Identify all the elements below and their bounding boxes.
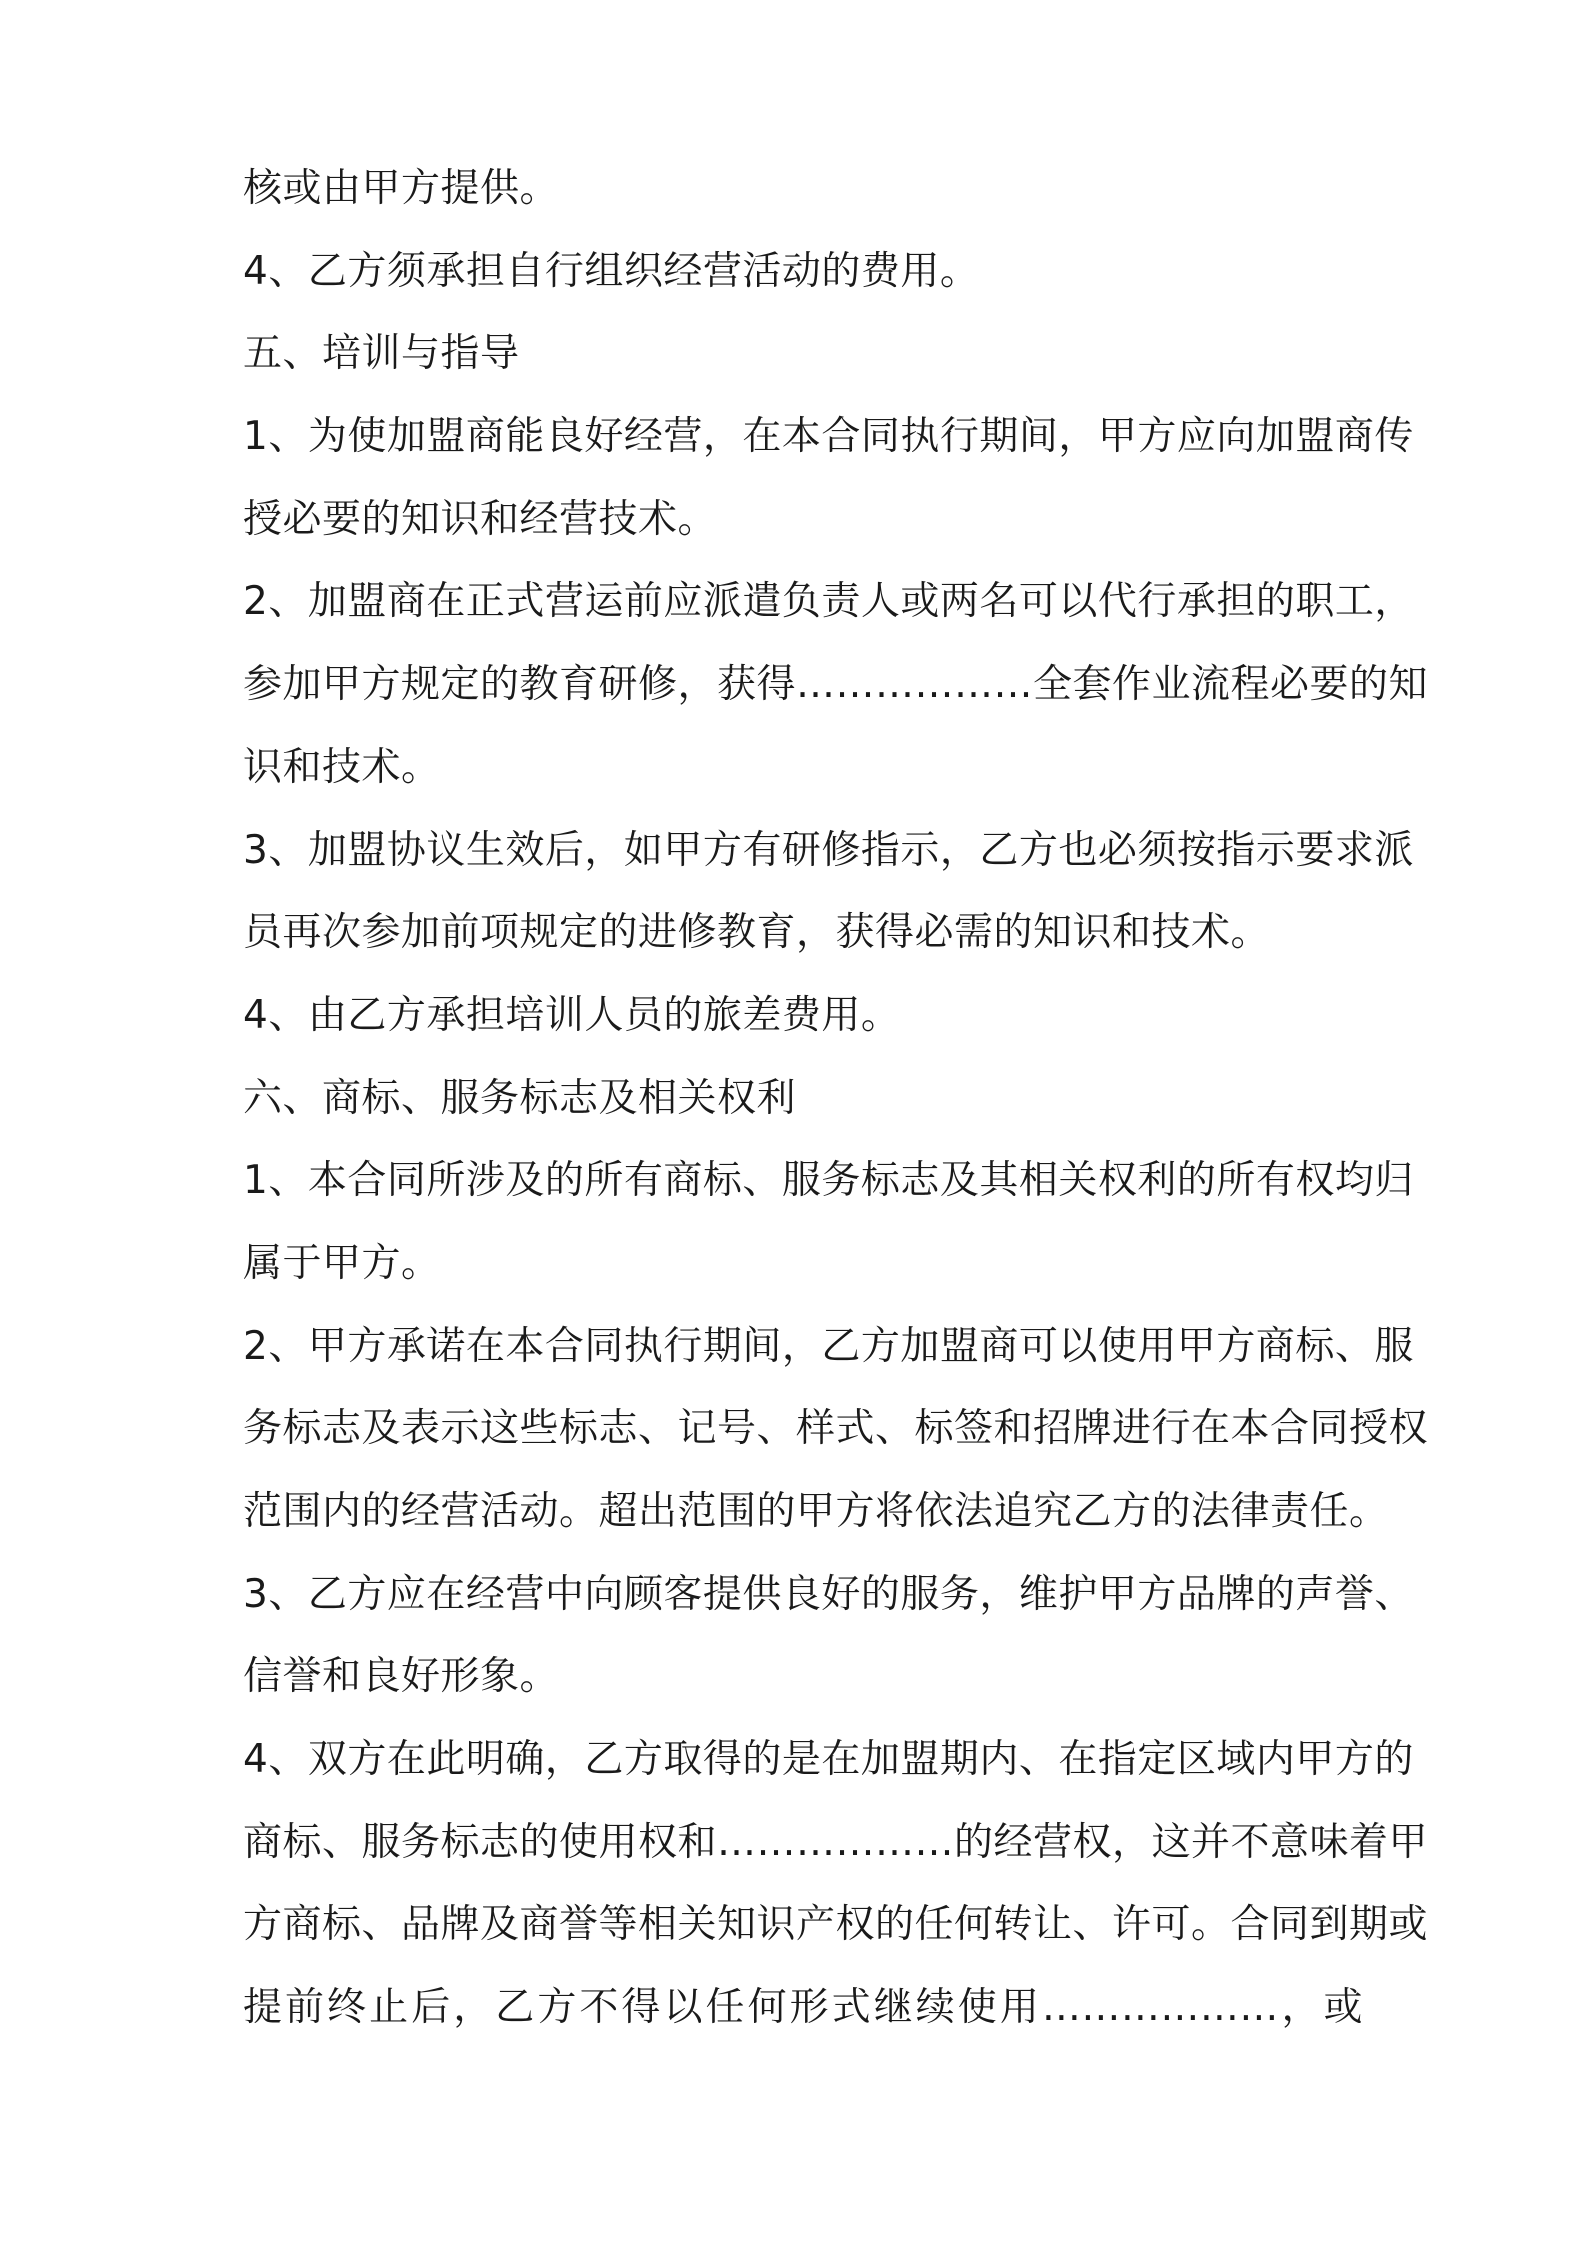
section-heading: 五、培训与指导: [243, 331, 520, 377]
text-line: 1、为使加盟商能良好经营，在本合同执行期间，甲方应向加盟商传: [243, 414, 1414, 460]
text-line: 1、本合同所涉及的所有商标、服务标志及其相关权利的所有权均归: [243, 1158, 1414, 1204]
text-line: 3、乙方应在经营中向顾客提供良好的服务，维护甲方品牌的声誉、: [243, 1571, 1414, 1617]
text-line: 核或由甲方提供。: [243, 166, 560, 211]
text-line: 信誉和良好形象。: [243, 1654, 560, 1700]
text-line: 授必要的知识和经营技术。: [243, 496, 718, 542]
text-line: 务标志及表示这些标志、记号、样式、标签和招牌进行在本合同授权: [243, 1406, 1429, 1452]
text-line: 4、由乙方承担培训人员的旅差费用。: [243, 992, 901, 1038]
text-line: 3、加盟协议生效后，如甲方有研修指示，乙方也必须按指示要求派: [243, 827, 1414, 873]
text-line: 属于甲方。: [243, 1240, 441, 1286]
text-line: 4、双方在此明确，乙方取得的是在加盟期内、在指定区域内甲方的: [243, 1737, 1414, 1783]
document-body: [243, 148, 1429, 2050]
text-line: 提前终止后，乙方不得以任何形式继续使用………………，或: [243, 1985, 1363, 2031]
text-line: 商标、服务标志的使用权和………………的经营权，这并不意味着甲: [243, 1819, 1429, 1865]
text-line: 范围内的经营活动。超出范围的甲方将依法追究乙方的法律责任。: [243, 1489, 1389, 1534]
section-heading: 六、商标、服务标志及相关权利: [243, 1075, 797, 1121]
text-line: 识和技术。: [243, 744, 441, 790]
text-line: 4、乙方须承担自行组织经营活动的费用。: [243, 248, 980, 294]
text-line: 员再次参加前项规定的进修教育，获得必需的知识和技术。: [243, 910, 1271, 956]
text-line: 2、甲方承诺在本合同执行期间，乙方加盟商可以使用甲方商标、服: [243, 1323, 1414, 1369]
text-line: 方商标、品牌及商誉等相关知识产权的任何转让、许可。合同到期或: [243, 1902, 1429, 1948]
text-line: 参加甲方规定的教育研修，获得………………全套作业流程必要的知: [243, 662, 1429, 708]
text-line: 2、加盟商在正式营运前应派遣负责人或两名可以代行承担的职工，: [243, 579, 1414, 625]
